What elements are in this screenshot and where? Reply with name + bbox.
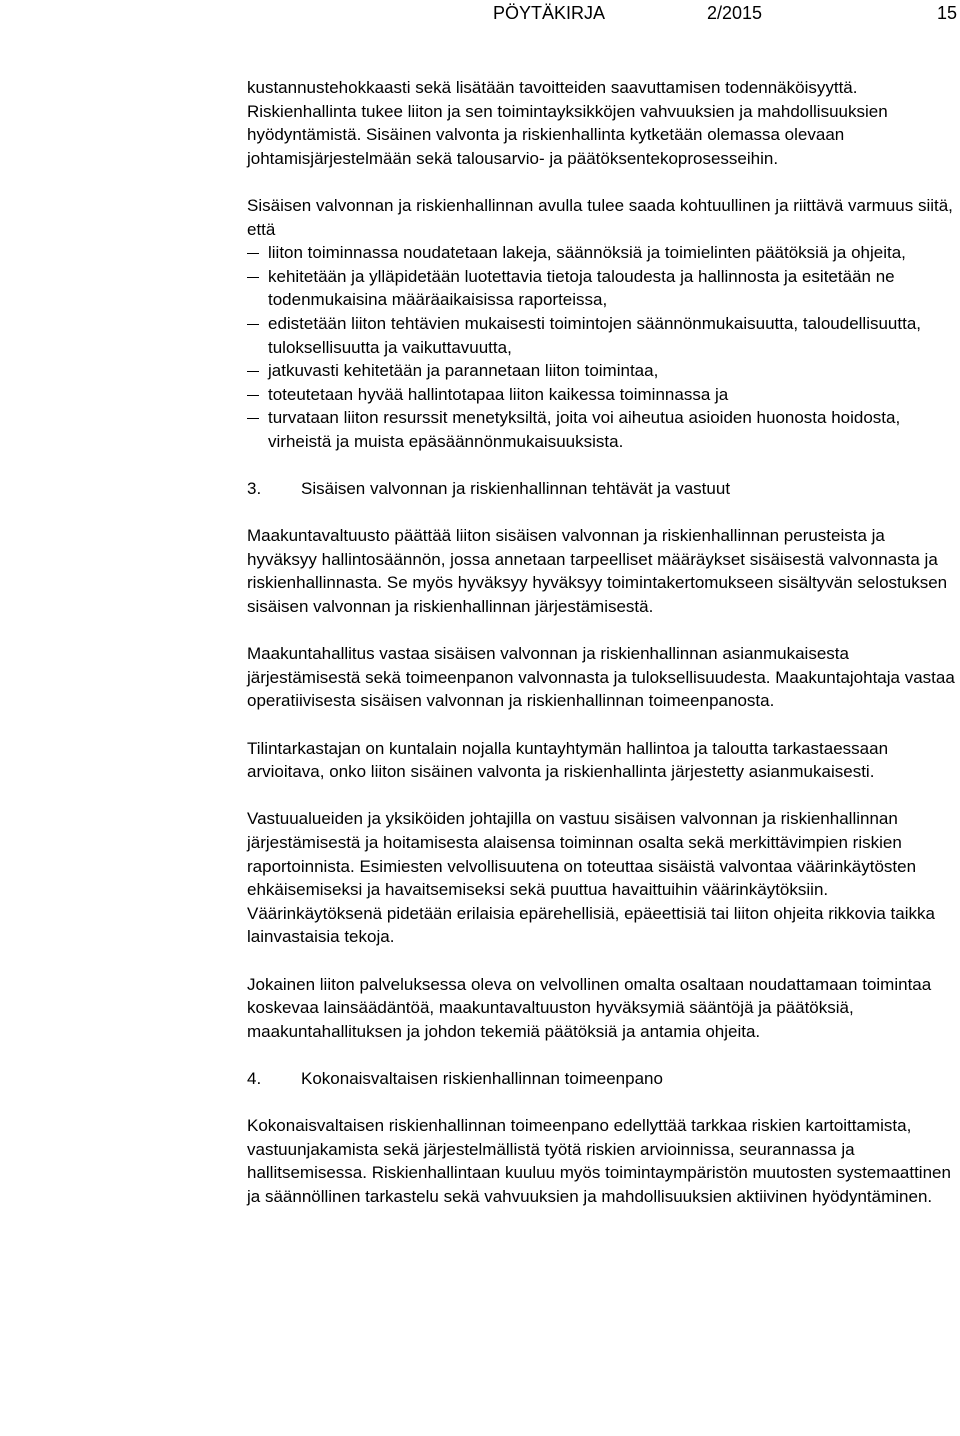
paragraph: Kokonaisvaltaisen riskienhallinnan toimeenpano edellyttää tarkkaa riskien kartoittamista, vastuunjakamista sekä järjestelmällistä työtä riskien arvioinnissa, seurannassa ja hallitsemisessa. Riskienhallintaan kuuluu myös toimintaympäristön muutosten systemaattinen ja säännöllinen tarkastelu sekä vahvuuksien ja mahdollisuuksien aktiivinen hyödyntäminen. [247,1116,951,1206]
list-item: turvataan liiton resurssit menetyksiltä, joita voi aiheutua asioiden huonosta hoidosta, virheistä ja muista epäsäännönmukaisuuksista. [247,406,959,453]
intro-paragraph: kustannustehokkaasti sekä lisätään tavoitteiden saavuttamisen todennäköisyyttä. Riskienhallinta tukee liiton ja sen toimintayksikköjen vahvuuksien ja mahdollisuuksien hyödyntämistä. Sisäinen valvonta ja riskienhallinta kytketään olemassa olevaan johtamisjärjestelmään sekä talousarvio- ja päätöksentekoprosesseihin. [247,78,888,168]
list-item: edistetään liiton tehtävien mukaisesti toimintojen säännönmukaisuutta, taloudellisuutta, tuloksellisuutta ja vaikuttavuutta, [247,312,959,359]
list-item: jatkuvasti kehitetään ja parannetaan liiton toimintaa, [247,359,959,383]
page-header [0,2,960,26]
paragraph: Tilintarkastajan on kuntalain nojalla kuntayhtymän hallintoa ja taloutta tarkastaessaan arvioitava, onko liiton sisäinen valvonta ja riskienhallinta järjestetty asianmukaisesti. [247,738,889,782]
section-number: 4. [247,1068,262,1088]
list-item: toteutetaan hyvää hallintotapaa liiton kaikessa toiminnassa ja [247,383,959,407]
dash-bullet-icon [247,324,259,325]
document-body [247,76,959,1209]
dash-bullet-icon [247,371,259,372]
paragraph: Vastuualueiden ja yksiköiden johtajilla on vastuu sisäisen valvonnan ja riskienhallinnan järjestämisestä ja hoitamisesta alaisensa toiminnan osalta sekä merkittävimpien riskien raportoinnista. Esimiesten velvollisuutena on toteuttaa sisäistä valvontaa väärinkäytösten ehkäisemiseksi ja havaitsemiseksi sekä puuttua havaittuihin väärinkäytöksiin. Väärinkäytöksenä pidetään erilaisia epärehellisiä, epäeettisiä tai liiton ohjeita rikkovia taikka lainvastaisia tekoja. [247,809,935,947]
dash-bullet-icon [247,418,259,419]
section-title: Sisäisen valvonnan ja riskienhallinnan tehtävät ja vastuut [301,479,731,499]
document-number: 2/2015 [707,3,763,23]
section-4-heading [247,1067,959,1091]
dash-bullet-icon [247,253,259,254]
list-intro: Sisäisen valvonnan ja riskienhallinnan avulla tulee saada kohtuullinen ja riittävä varmuus siitä, että [247,195,953,239]
dash-bullet-icon [247,277,259,278]
paragraph: Maakuntavaltuusto päättää liiton sisäisen valvonnan ja riskienhallinnan perusteista ja hyväksyy hallintosäännön, jossa annetaan tarpeelliset määräykset sisäisestä valvonnasta ja riskienhallinnasta. Se myös hyväksyy hyväksyy toimintakertomukseen sisältyvän selostuksen sisäisen valvonnan ja riskienhallinnan järjestämisestä. [247,526,948,617]
assurance-list [247,241,959,453]
paragraph: Maakuntahallitus vastaa sisäisen valvonnan ja riskienhallinnan asianmukaisesta järjestämisestä sekä toimeenpanon valvonnasta ja tuloksellisuudesta. Maakuntajohtaja vastaa operatiivisesta sisäisen valvonnan ja riskienhallinnan toimeenpanosta. [247,644,955,711]
section-number: 3. [247,479,262,499]
paragraph: Jokainen liiton palveluksessa oleva on velvollinen omalta osaltaan noudattamaan toimintaa koskevaa lainsäädäntöä, maakuntavaltuuston hyväksymiä sääntöjä ja päätöksiä, maakuntahallituksen ja johdon tekemiä päätöksiä ja antamia ohjeita. [247,974,932,1041]
dash-bullet-icon [247,395,259,396]
section-title: Kokonaisvaltaisen riskienhallinnan toimeenpano [301,1068,663,1088]
list-item: liiton toiminnassa noudatetaan lakeja, säännöksiä ja toimielinten päätöksiä ja ohjeita, [247,241,959,265]
page-number: 15 [937,3,958,23]
list-item: kehitetään ja ylläpidetään luotettavia tietoja taloudesta ja hallinnosta ja esitetään ne todenmukaisina määräaikaisissa raporteissa, [247,265,959,312]
section-3-heading [247,477,959,501]
document-title: PÖYTÄKIRJA [493,3,606,23]
